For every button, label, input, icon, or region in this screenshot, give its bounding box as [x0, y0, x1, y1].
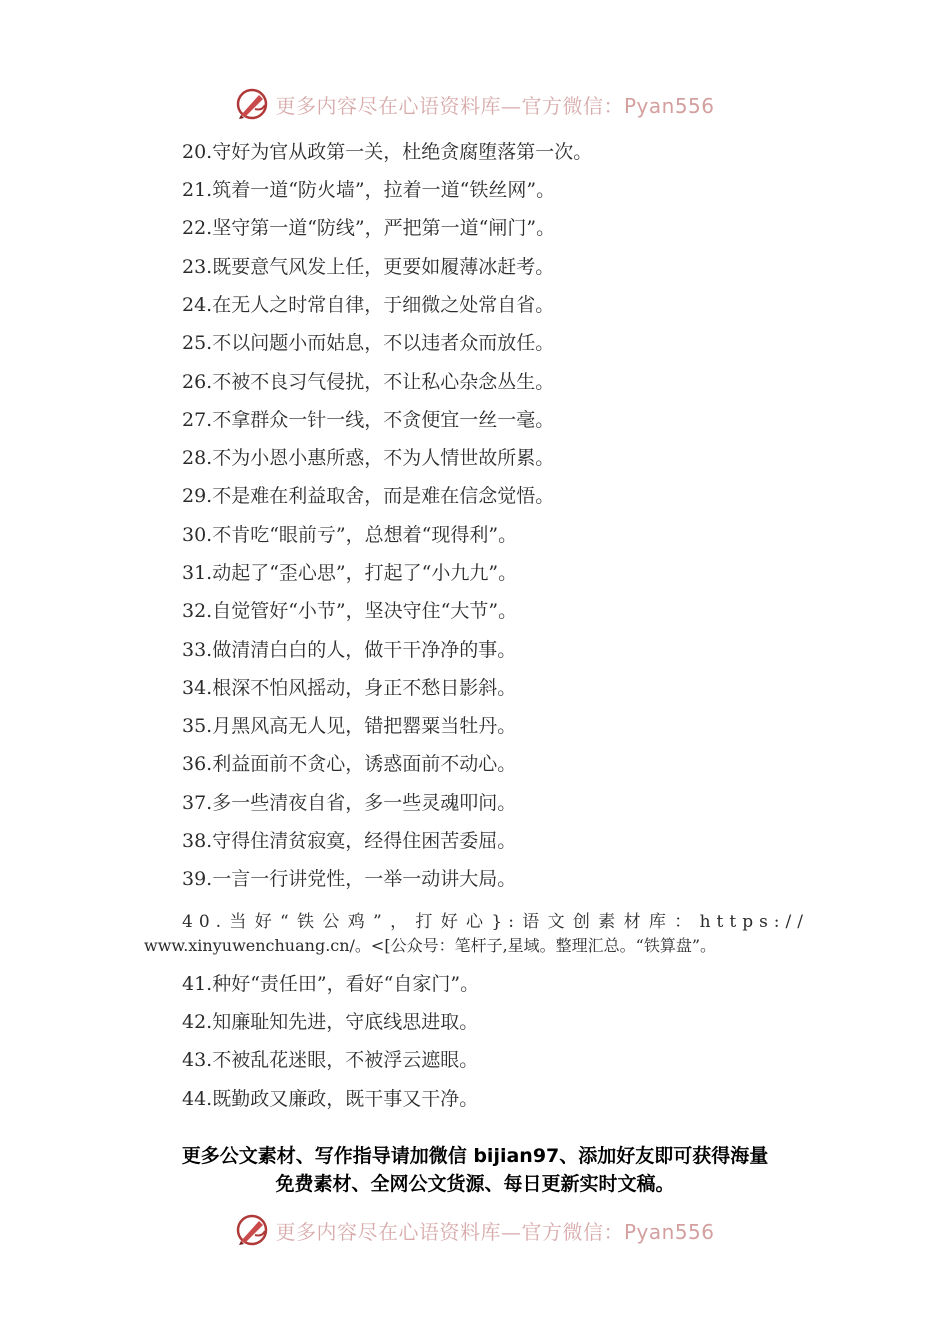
- list-item: 22.坚守第一道“防线”，严把第一道“闸门”。: [182, 217, 556, 239]
- list-item: 37.多一些清夜自省，多一些灵魂叩问。: [182, 792, 517, 814]
- list-item: 44.既勤政又廉政，既干事又干净。: [182, 1088, 479, 1110]
- list-item: 24.在无人之时常自律，于细微之处常自省。: [182, 294, 555, 316]
- banner-inner: [235, 87, 714, 121]
- pen-logo-icon: [235, 1213, 269, 1247]
- list-item: 32.自觉管好“小节”，坚决守住“大节”。: [182, 600, 518, 622]
- list-item: 23.既要意气风发上任，更要如履薄冰赶考。: [182, 256, 555, 278]
- pen-logo-icon: [235, 87, 269, 121]
- promo-line-2: 免费素材、全网公文货源、每日更新实时文稿。: [275, 1173, 675, 1195]
- banner-text: [275, 90, 714, 119]
- list-item: 42.知廉耻知先进，守底线思进取。: [182, 1011, 479, 1033]
- promo-text: [0, 1142, 950, 1198]
- banner-text-wechat-id: Pyan556: [623, 1219, 715, 1244]
- list-item: 36.利益面前不贪心，诱惑面前不动心。: [182, 753, 517, 775]
- banner-text: [275, 1216, 714, 1245]
- list-item-40-line1: 40.当好“铁公鸡”，打好心}:语文创素材库：https://: [182, 912, 809, 932]
- list-item: 25.不以问题小而姑息，不以违者众而放任。: [182, 332, 555, 354]
- banner-text-cn: 更多内容尽在心语资料库—官方微信：: [275, 93, 624, 118]
- banner-text-cn: 更多内容尽在心语资料库—官方微信：: [275, 1219, 624, 1244]
- banner-text-wechat-id: Pyan556: [623, 93, 715, 118]
- list-item: 33.做清清白白的人，做干干净净的事。: [182, 639, 517, 661]
- list-item: 43.不被乱花迷眼，不被浮云遮眼。: [182, 1049, 479, 1071]
- list-item: 21.筑着一道“防火墙”，拉着一道“铁丝网”。: [182, 179, 556, 201]
- header-watermark-banner: [0, 84, 950, 124]
- list-item-40-line2: www.xinyuwenchuang.cn/。<[公众号：笔杆子,星域。整理汇总。“铁算盘”。: [144, 936, 717, 955]
- list-item: 38.守得住清贫寂寞，经得住困苦委屈。: [182, 830, 517, 852]
- list-item: 28.不为小恩小惠所惑，不为人情世故所累。: [182, 447, 555, 469]
- banner-inner: [235, 1213, 714, 1247]
- list-item: 20.守好为官从政第一关，杜绝贪腐堕落第一次。: [182, 141, 593, 163]
- list-item: 34.根深不怕风摇动，身正不愁日影斜。: [182, 677, 517, 699]
- list-item: 26.不被不良习气侵扰，不让私心杂念丛生。: [182, 371, 555, 393]
- promo-line-1: 更多公文素材、写作指导请加微信 bijian97、添加好友即可获得海量: [181, 1145, 769, 1167]
- list-item: 35.月黑风高无人见，错把罂粟当牡丹。: [182, 715, 517, 737]
- list-item-40: [144, 910, 809, 958]
- list-item: 30.不肯吃“眼前亏”，总想着“现得利”。: [182, 524, 518, 546]
- list-item: 39.一言一行讲党性，一举一动讲大局。: [182, 868, 517, 890]
- list-item: 31.动起了“歪心思”，打起了“小九九”。: [182, 562, 518, 584]
- list-item: 41.种好“责任田”，看好“自家门”。: [182, 973, 480, 995]
- list-item: 27.不拿群众一针一线，不贪便宜一丝一毫。: [182, 409, 555, 431]
- footer-watermark-banner: [0, 1210, 950, 1250]
- list-item: 29.不是难在利益取舍，而是难在信念觉悟。: [182, 485, 555, 507]
